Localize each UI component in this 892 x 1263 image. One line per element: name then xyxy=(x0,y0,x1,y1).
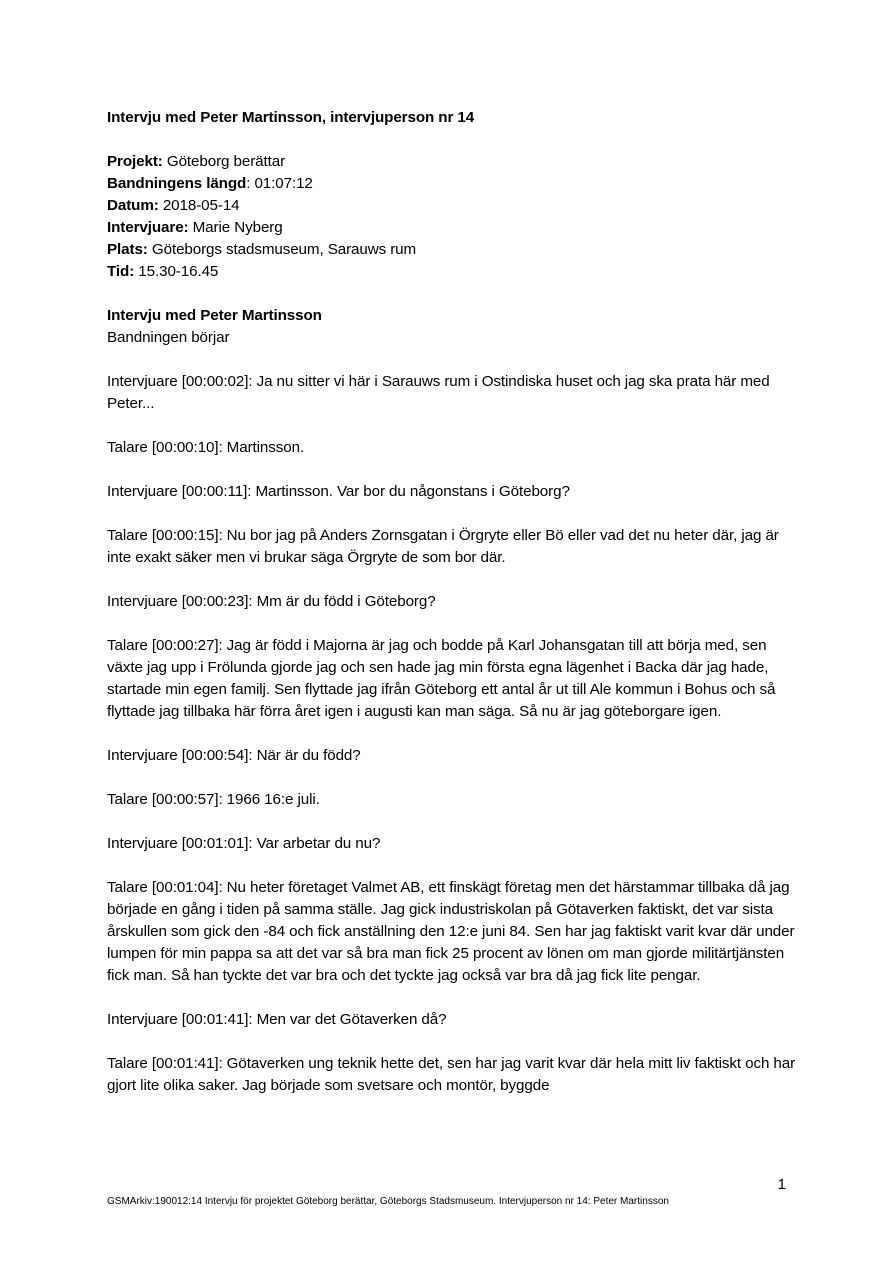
meta-length-value: : 01:07:12 xyxy=(246,175,313,192)
meta-interviewer-value: Marie Nyberg xyxy=(188,219,283,236)
page-number: 1 xyxy=(777,1176,786,1193)
transcript-turn: Talare [00:00:57]: 1966 16:e juli. xyxy=(107,791,320,808)
meta-place-value: Göteborgs stadsmuseum, Sarauws rum xyxy=(147,241,417,258)
meta-project-label: Projekt: xyxy=(107,153,163,170)
transcript-turn: Talare [00:00:27]: Jag är född i Majorna är jag och bodde på Karl Johansgatan till att börja med, sen växte jag upp i Frölunda gjorde jag och sen hade jag min första egna lägenhet i Backa där jag hade, startade min egen familj. Sen flyttade jag ifrån Göteborg ett antal år ut till Ale kommun i Bohus och så flyttade jag tillbaka här förra året igen i augusti kan man säga. Så nu är jag göteborgare igen. xyxy=(107,637,776,720)
meta-time-value: 15.30-16.45 xyxy=(134,263,219,280)
meta-project-value: Göteborg berättar xyxy=(162,153,286,170)
meta-date xyxy=(107,195,797,217)
section-subheading: Bandningen börjar xyxy=(107,329,230,346)
page-footer: GSMArkiv:190012:14 Intervju för projektet Göteborg berättar, Göteborgs Stadsmuseum. Intervjuperson nr 14: Peter Martinsson xyxy=(107,1196,669,1207)
meta-length-label: Bandningens längd xyxy=(107,175,247,192)
transcript-turn: Intervjuare [00:00:54]: När är du född? xyxy=(107,747,361,764)
transcript-turn: Talare [00:00:10]: Martinsson. xyxy=(107,439,305,456)
meta-length xyxy=(107,173,797,195)
transcript xyxy=(107,371,797,1097)
document-page xyxy=(107,107,797,1119)
meta-time xyxy=(107,261,797,283)
meta-date-value: 2018-05-14 xyxy=(158,197,240,214)
meta-place-label: Plats: xyxy=(107,241,148,258)
meta-project xyxy=(107,151,797,173)
transcript-turn: Intervjuare [00:00:02]: Ja nu sitter vi här i Sarauws rum i Ostindiska huset och jag ska prata här med Peter... xyxy=(107,373,770,412)
transcript-turn: Talare [00:01:04]: Nu heter företaget Valmet AB, ett finskägt företag men det härstammar tillbaka då jag började en gång i tiden på samma ställe. Jag gick industriskolan på Götaverken faktiskt, det var sista årskullen som gick den -84 och fick anställning den 12:e juni 84. Sen har jag faktiskt varit kvar där under lumpen för min pappa sa att det var så bra man fick 25 procent av lönen om man gjorde militärtjänsten fick man. Så han tyckte det var bra och det tyckte jag också var bra då jag fick lite pengar. xyxy=(107,879,795,984)
meta-date-label: Datum: xyxy=(107,197,159,214)
transcript-turn: Intervjuare [00:00:23]: Mm är du född i Göteborg? xyxy=(107,593,436,610)
transcript-turn: Talare [00:01:41]: Götaverken ung teknik hette det, sen har jag varit kvar där hela mitt liv faktiskt och har gjort lite olika saker. Jag började som svetsare och montör, byggde xyxy=(107,1055,796,1094)
transcript-turn: Intervjuare [00:01:01]: Var arbetar du nu? xyxy=(107,835,381,852)
transcript-turn: Intervjuare [00:01:41]: Men var det Götaverken då? xyxy=(107,1011,447,1028)
metadata-block xyxy=(107,151,797,283)
meta-interviewer xyxy=(107,217,797,239)
meta-interviewer-label: Intervjuare: xyxy=(107,219,189,236)
document-title: Intervju med Peter Martinsson, intervjuperson nr 14 xyxy=(107,109,475,126)
transcript-turn: Intervjuare [00:00:11]: Martinsson. Var bor du någonstans i Göteborg? xyxy=(107,483,570,500)
meta-time-label: Tid: xyxy=(107,263,135,280)
meta-place xyxy=(107,239,797,261)
section-heading: Intervju med Peter Martinsson xyxy=(107,307,322,324)
transcript-turn: Talare [00:00:15]: Nu bor jag på Anders Zornsgatan i Örgryte eller Bö eller vad det nu heter där, jag är inte exakt säker men vi brukar säga Örgryte de som bor där. xyxy=(107,527,779,566)
